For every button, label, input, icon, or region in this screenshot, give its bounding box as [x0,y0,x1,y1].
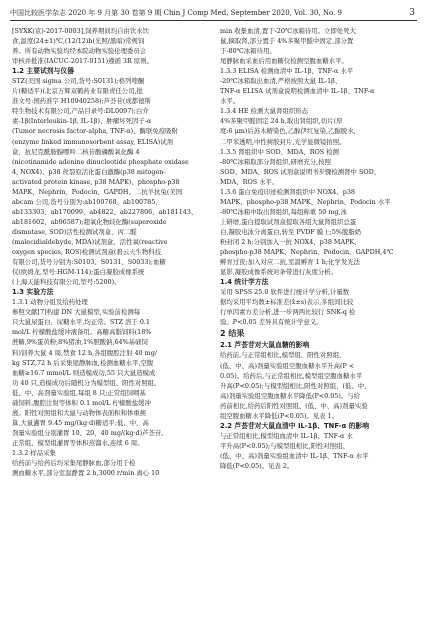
journal-citation: 中国比较医学杂志 2020 年 9 月第 30 卷第 9 期 Chin J Comp Med, September 2020, Vol. 30, No. 9 [10,9,342,17]
text-line: 于-80℃冰箱待用。 [220,47,276,56]
text-line: 水平。 [220,97,240,106]
subsection-heading: 1.4 统计学方法 [220,278,269,287]
subsection-heading: 2.2 芦荟苷对大鼠血清中 IL-1β、TNF-α 的影响 [220,421,370,430]
text-line: activated protein kinase, p38 MAPK)、phospho-p38 [12,177,180,186]
text-line: (低、中、高)剂量实验组空腹血糖水平升高(P < [220,361,355,370]
text-line: dismutase, SOD)活性检测试剂盒、丙二醛 [12,227,137,236]
text-line: 准文号:国药准字 H10940258);芦荟苷(成都德斯 [12,97,151,106]
text-line: 特生物技术有限公司,产品目录号:DL0097);白介 [12,107,149,116]
left-text-column [12,26,208,478]
running-header [10,6,417,21]
text-line: (低、中、高)剂量实验组血清中 IL-1β、TNF-α 水平 [220,451,369,460]
text-line: [SYXK(京)-2017-0003],饲养期间均自由饮水饮 [12,27,150,35]
text-line: (上海天能科技有限公司,型号:5200)。 [12,278,121,287]
text-line: 给药前,与正常组相比,模型组、阳性对照组、 [220,351,346,360]
section-heading: 2 结果 [220,329,245,339]
text-line: oxygen species, ROS)检测试剂盒(碧云天生物科技 [12,248,162,257]
text-line: 测血糖水平,部分室温静置 2 h,3000 r/min 离心 10 [12,469,160,478]
text-line: SOD、MDA、ROS 试剂盒说明书步骤检测肾中 SOD、 [220,167,381,176]
text-line: 降低(P<0.05)。见表 2。 [220,461,294,470]
text-line: 功 40 只,造模成功后随机分为模型组、阳性对照组、 [12,378,161,387]
text-line: 4, NOX4)、p38 丝裂原活化蛋白激酶(p38 mitogen- [12,167,166,176]
text-line: phospho-p38 MAPK、Nephrin、Podocin、GAPDH,4℃ [220,248,394,257]
text-line: 只大鼠尿蛋白、尿糖水平,均正常。STZ 溶于 0.1 [12,318,150,327]
text-line: 参照文献[7]构建 DN 大鼠模型,实验前检测每 [12,308,141,317]
text-line: 液。阳性对照组和大鼠与动物体表面积和体重换 [12,408,147,417]
text-line: 药前相比,给药后阳性对照组、(低、中、高)剂量实验 [220,401,368,410]
text-line: 二甲苯透明,中性树胶封片,光学显微镜拍照。 [220,137,346,146]
subsubsection-heading: 1.3.3 ELISA 检测血清中 IL-1β、TNF-α 水平 [220,67,354,76]
text-line: -80℃冰箱中取出肾组织,每组称重 50 mg,冰 [220,207,347,216]
text-line: 平升高(P<0.05);与模型组相比,阳性对照组、 [220,441,349,450]
text-line: ab133303、ab170099、ab4822、ab227806、ab181143、 [12,207,198,216]
text-line: 组空腹血糖水平降低(P<0.05)。见表 1。 [220,411,339,420]
text-line: 4%多聚甲醛固定 24 h,取出肾组织,切片(厚 [220,117,343,126]
text-line: 础饲料,腹腔注射等体积 0.1 mol/L 柠檬酸盐缓冲 [12,398,151,407]
text-line: -20℃冰箱取出血清,严格按照大鼠 IL-1β、 [220,77,342,86]
text-line: 孵育过夜;加入对应二抗,室温孵育 1 h;化学发光法 [220,258,361,267]
text-line: MDA、ROS 水平。 [220,177,279,186]
text-line: abcam 公司,货号分别为:ab100768、ab100785、 [12,197,162,206]
text-line: (enzyme linked immunosorbent assay, ELISA)试剂 [12,137,173,146]
subsection-heading: 1.3 实验方法 [12,288,54,297]
text-line: 行单因素方差分析,进一步两两比较行 SNK-q 检 [220,308,356,317]
subsubsection-heading: 1.3.5 肾组织中 SOD、MDA、ROS 检测 [220,147,339,156]
text-line: 血糖≥16.7 mmol/L 则造模成功,55 只大鼠造模成 [12,368,156,377]
text-line: -80℃冰箱取部分肾组织,研磨充分,按照 [220,157,331,166]
subsubsection-heading: 1.3.6 蛋白免疫印迹检测肾组织中 NOX4、p38 [220,187,355,196]
text-line: kg STZ,72 h 后采集尾静脉血,检测血糖水平,空腹 [12,358,154,367]
text-line: 算,大鼠灌胃 9.45 mg/(kg·d)糖适平;低、中、高 [12,418,149,427]
text-line: STZ(美国 sigma 公司,货号:S0131);格列喹酮 [12,77,145,86]
text-line: 正常组、模型组灌胃等体积蒸馏水,连续 6 周。 [12,438,144,447]
text-line: 升高(P<0.05);与模型组相比,阳性对照组、(低、中、 [220,381,371,390]
text-line: 验。P<0.05 差异具有统计学意义。 [220,318,323,327]
text-line: 上研磨,蛋白提取试剂盒提取各组大鼠肾组织总蛋 [220,217,357,226]
text-line: 仪(欧姆龙,型号:HGM-114);蛋白凝胶成像系统 [12,268,145,277]
text-line: min 收集血清,置于-20℃冰箱待用。立即处死大 [220,27,356,35]
text-line: 剂量实验组分别灌胃 10、20、40 mg/(kg·d)芦荟苷。 [12,428,168,437]
text-line: MAPK、phospho-p38 MAPK、Nephrin、Podocin 水平 [220,197,391,206]
subsubsection-heading: 1.3.4 HE 检测大鼠肾组织形态 [220,107,309,116]
text-line: 养。所有动物实验均经本院动物实验伦理委员会 [12,47,147,56]
text-line: 盒、抗尼克酰胺腺嘌呤二核苷酸磷酸氧化酶 4 [12,147,140,156]
text-line: 料)饲养大鼠 4 周,禁食 12 h,各组腹腔注射 40 mg/ [12,348,157,357]
text-line: TNF-α ELISA 试剂盒说明检测血清中 IL-1β、TNF-α [220,87,375,96]
text-line: 低、中、高剂量实验组,每组 8 只;正常组饲喂基 [12,388,146,397]
text-line: 蔗糖,9%蛋黄粉,8%猪油,1%胆酸钠,64%基础饲 [12,338,148,347]
text-line: mol/L 柠檬酸盐缓冲液备用。高糖高脂饲料(18% [12,328,152,337]
text-line: MAPK、Nephrin、Podocin、GAPDH、二抗羊抗兔(美国 [12,187,183,196]
subsection-heading: 2.1 芦荟苷对大鼠血糖的影响 [220,341,310,350]
page-number: 3 [409,8,415,18]
text-line: 白,凝胶电泳分离蛋白,转至 PVDF 膜上;5%脱脂奶 [220,227,362,236]
text-line: (nicotinamide adenine dinucleotide phosphate oxidase [12,157,189,166]
text-line: (Tumor necrosis factor-alpha, TNF-α)、酶联免疫吸附 [12,127,178,136]
text-line: ab181602、ab96587);超氧化物歧化酶(superoxide [12,217,167,226]
text-line: 食,温度(24±1)℃,(12/12)h(光照/黑暗)常规饲 [12,37,145,46]
text-line: 审核并批准(IACUC-2017-0151)遵循 3R 原则。 [12,57,153,66]
text-line: 素-1β(Interleukin-1β, IL-1β)、肿瘤坏死因子-α [12,117,152,126]
right-text-column [220,26,416,471]
text-line: 高)剂量实验组空腹血糖水平降低(P<0.05)。与给 [220,391,361,400]
text-line: 尾静脉血采血后用血糖仪检测空腹血糖水平。 [220,57,348,66]
subsubsection-heading: 1.3.1 动物分组及给药处理 [12,298,88,307]
text-line: 显影,凝胶成像系统对条带进行灰度分析。 [220,268,338,277]
text-line: 鼠,摘取肾,部分置于 4%多聚甲醛中固定,部分置 [220,37,354,46]
text-line: 据均采用平均数±标准差(x̄±s)表示,多组间比较 [220,298,354,307]
subsection-heading: 1.2 主要试剂与仪器 [12,67,74,76]
text-line: 采用 SPSS 25.0 软件进行统计学分析,计量数 [220,288,350,297]
text-line: 给药前与给药后均采集尾静脉血,部分用于检 [12,459,136,468]
text-line: 度:6 μm)后苏木精染色,乙醇伊红复染,乙醇脱水, [220,127,356,136]
text-line: 与正常组相比,模型组血清中 IL-1β、TNF-α 水 [220,431,353,440]
text-line: 粉封闭 2 h;分别加入一抗 NOX4、p38 MAPK、 [220,237,361,246]
text-line: (malecidialdehyde, MDA)试剂盒、活性氧(reactive [12,237,168,246]
text-line: 0.05)。给药后,与正常组相比,模型组空腹血糖水平 [220,371,363,380]
subsubsection-heading: 1.3.2 样品采集 [12,448,56,457]
text-line: 有限公司,货号分别为:S0103、S0131、S0033);血糖 [12,258,166,267]
text-line: 片(糖适平)(北京万辉双鹤药业有限责任公司,批 [12,87,143,96]
